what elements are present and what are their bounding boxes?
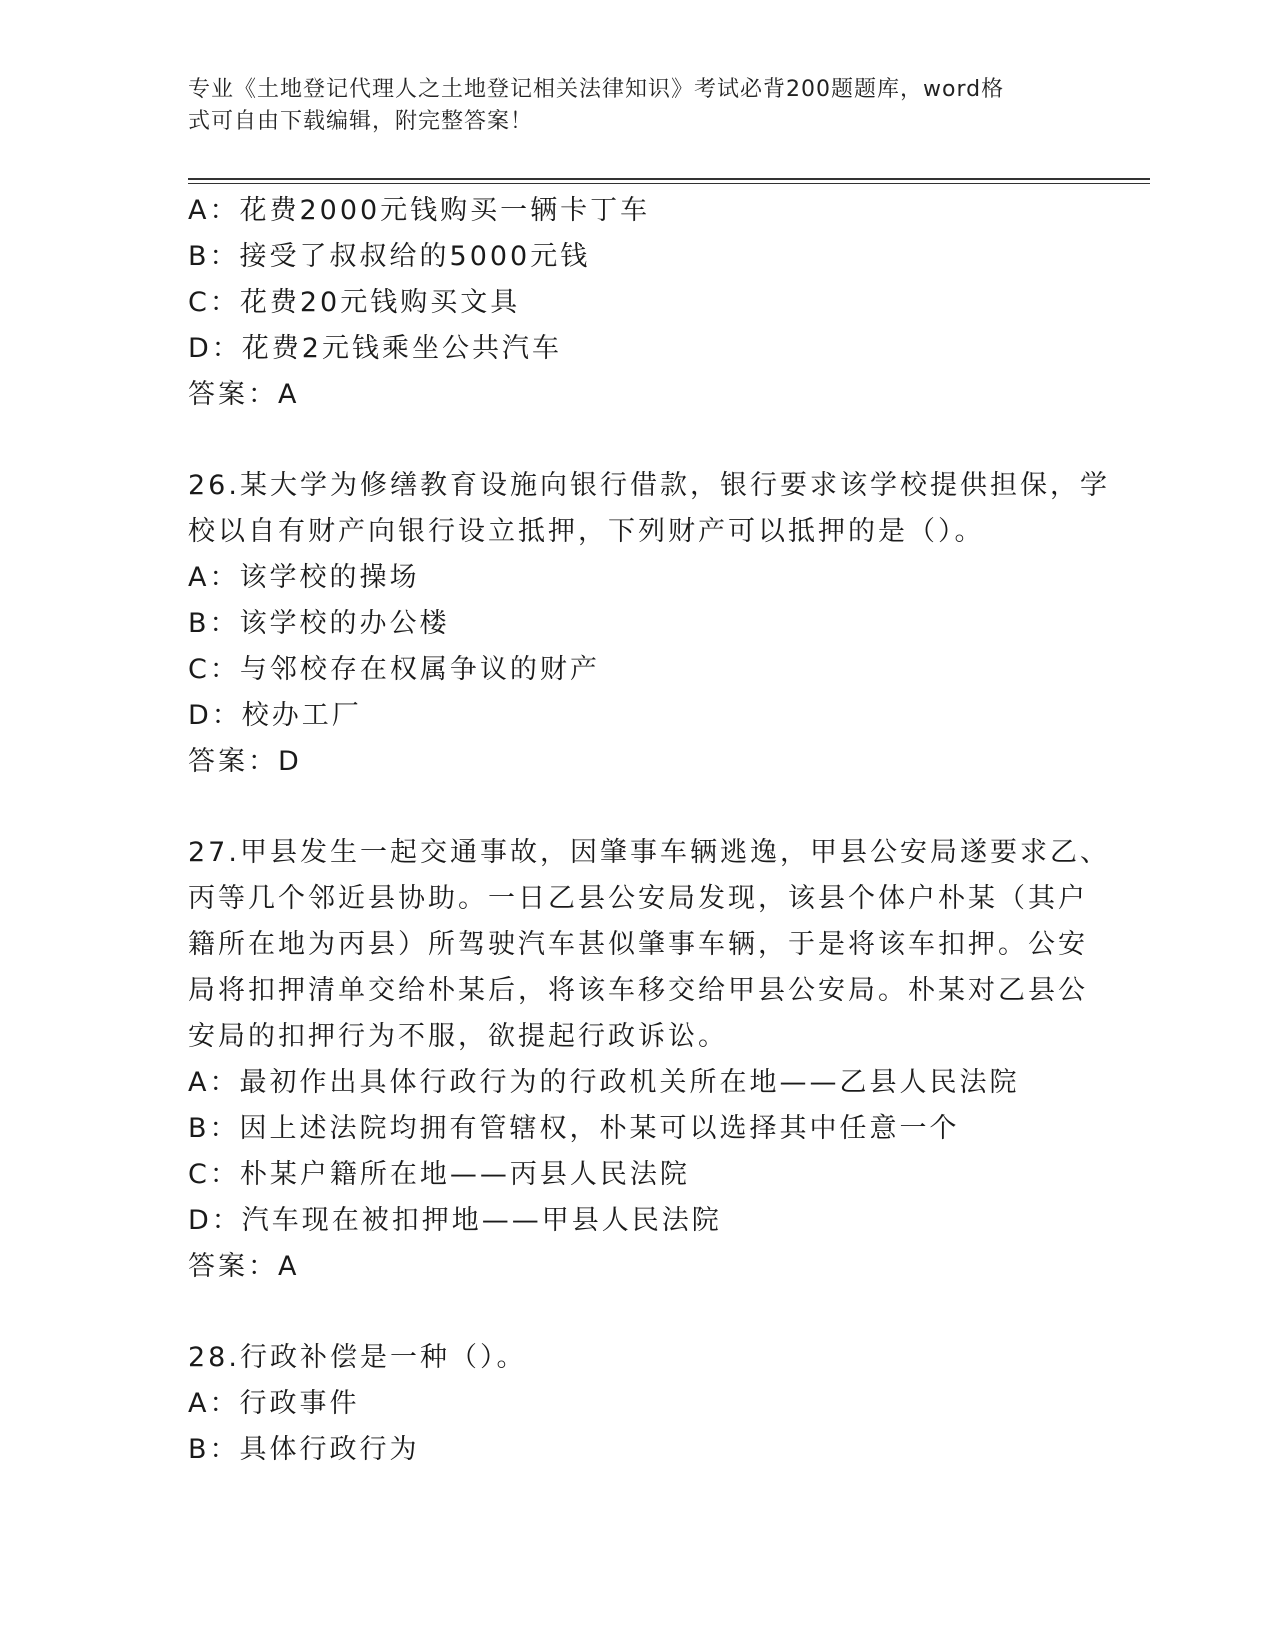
question-27 [188,830,1110,1290]
option-c: C：花费20元钱购买文具 [188,287,521,318]
header-line-2: 式可自由下载编辑，附完整答案！ [188,109,534,134]
option-a: A：花费2000元钱购买一辆卡丁车 [188,195,651,226]
question-stem-line: 局将扣押清单交给朴某后，将该车移交给甲县公安局。朴某对乙县公 [188,975,1088,1006]
spacer [188,418,1088,463]
question-stem-line: 28.行政补偿是一种（）。 [188,1342,527,1373]
header-rule-thick [188,178,1150,180]
spacer [188,1290,1088,1335]
header-rule-thin [188,183,1150,184]
question-stem-line: 籍所在地为丙县）所驾驶汽车甚似肇事车辆，于是将该车扣押。公安 [188,929,1088,960]
option-b: B：该学校的办公楼 [188,608,450,639]
option-a: A：该学校的操场 [188,562,420,593]
option-a: A：行政事件 [188,1388,360,1419]
option-d: D：汽车现在被扣押地——甲县人民法院 [188,1205,722,1236]
document-header [188,74,1068,138]
spacer [188,785,1088,830]
question-25 [188,188,1088,418]
answer: 答案：A [188,1251,300,1282]
question-28 [188,1335,1088,1473]
option-d: D：校办工厂 [188,700,362,731]
option-a: A：最初作出具体行政行为的行政机关所在地——乙县人民法院 [188,1067,1020,1098]
option-b: B：因上述法院均拥有管辖权，朴某可以选择其中任意一个 [188,1113,960,1144]
header-line-1: 专业《土地登记代理人之土地登记相关法律知识》考试必背200题题库，word格 [188,77,1005,102]
option-b: B：具体行政行为 [188,1434,420,1465]
question-stem-line: 27.甲县发生一起交通事故，因肇事车辆逃逸，甲县公安局遂要求乙、 [188,837,1110,868]
question-stem-line: 丙等几个邻近县协助。一日乙县公安局发现，该县个体户朴某（其户 [188,883,1088,914]
answer: 答案：D [188,746,302,777]
option-d: D：花费2元钱乘坐公共汽车 [188,333,562,364]
answer: 答案：A [188,379,300,410]
question-stem-line: 26.某大学为修缮教育设施向银行借款，银行要求该学校提供担保，学 [188,470,1110,501]
option-b: B：接受了叔叔给的5000元钱 [188,241,591,272]
question-26 [188,463,1110,785]
option-c: C：朴某户籍所在地——丙县人民法院 [188,1159,690,1190]
option-c: C：与邻校存在权属争议的财产 [188,654,600,685]
question-stem-line: 校以自有财产向银行设立抵押，下列财产可以抵押的是（）。 [188,516,985,547]
question-stem-line: 安局的扣押行为不服，欲提起行政诉讼。 [188,1021,728,1052]
document-body [188,188,1110,1473]
